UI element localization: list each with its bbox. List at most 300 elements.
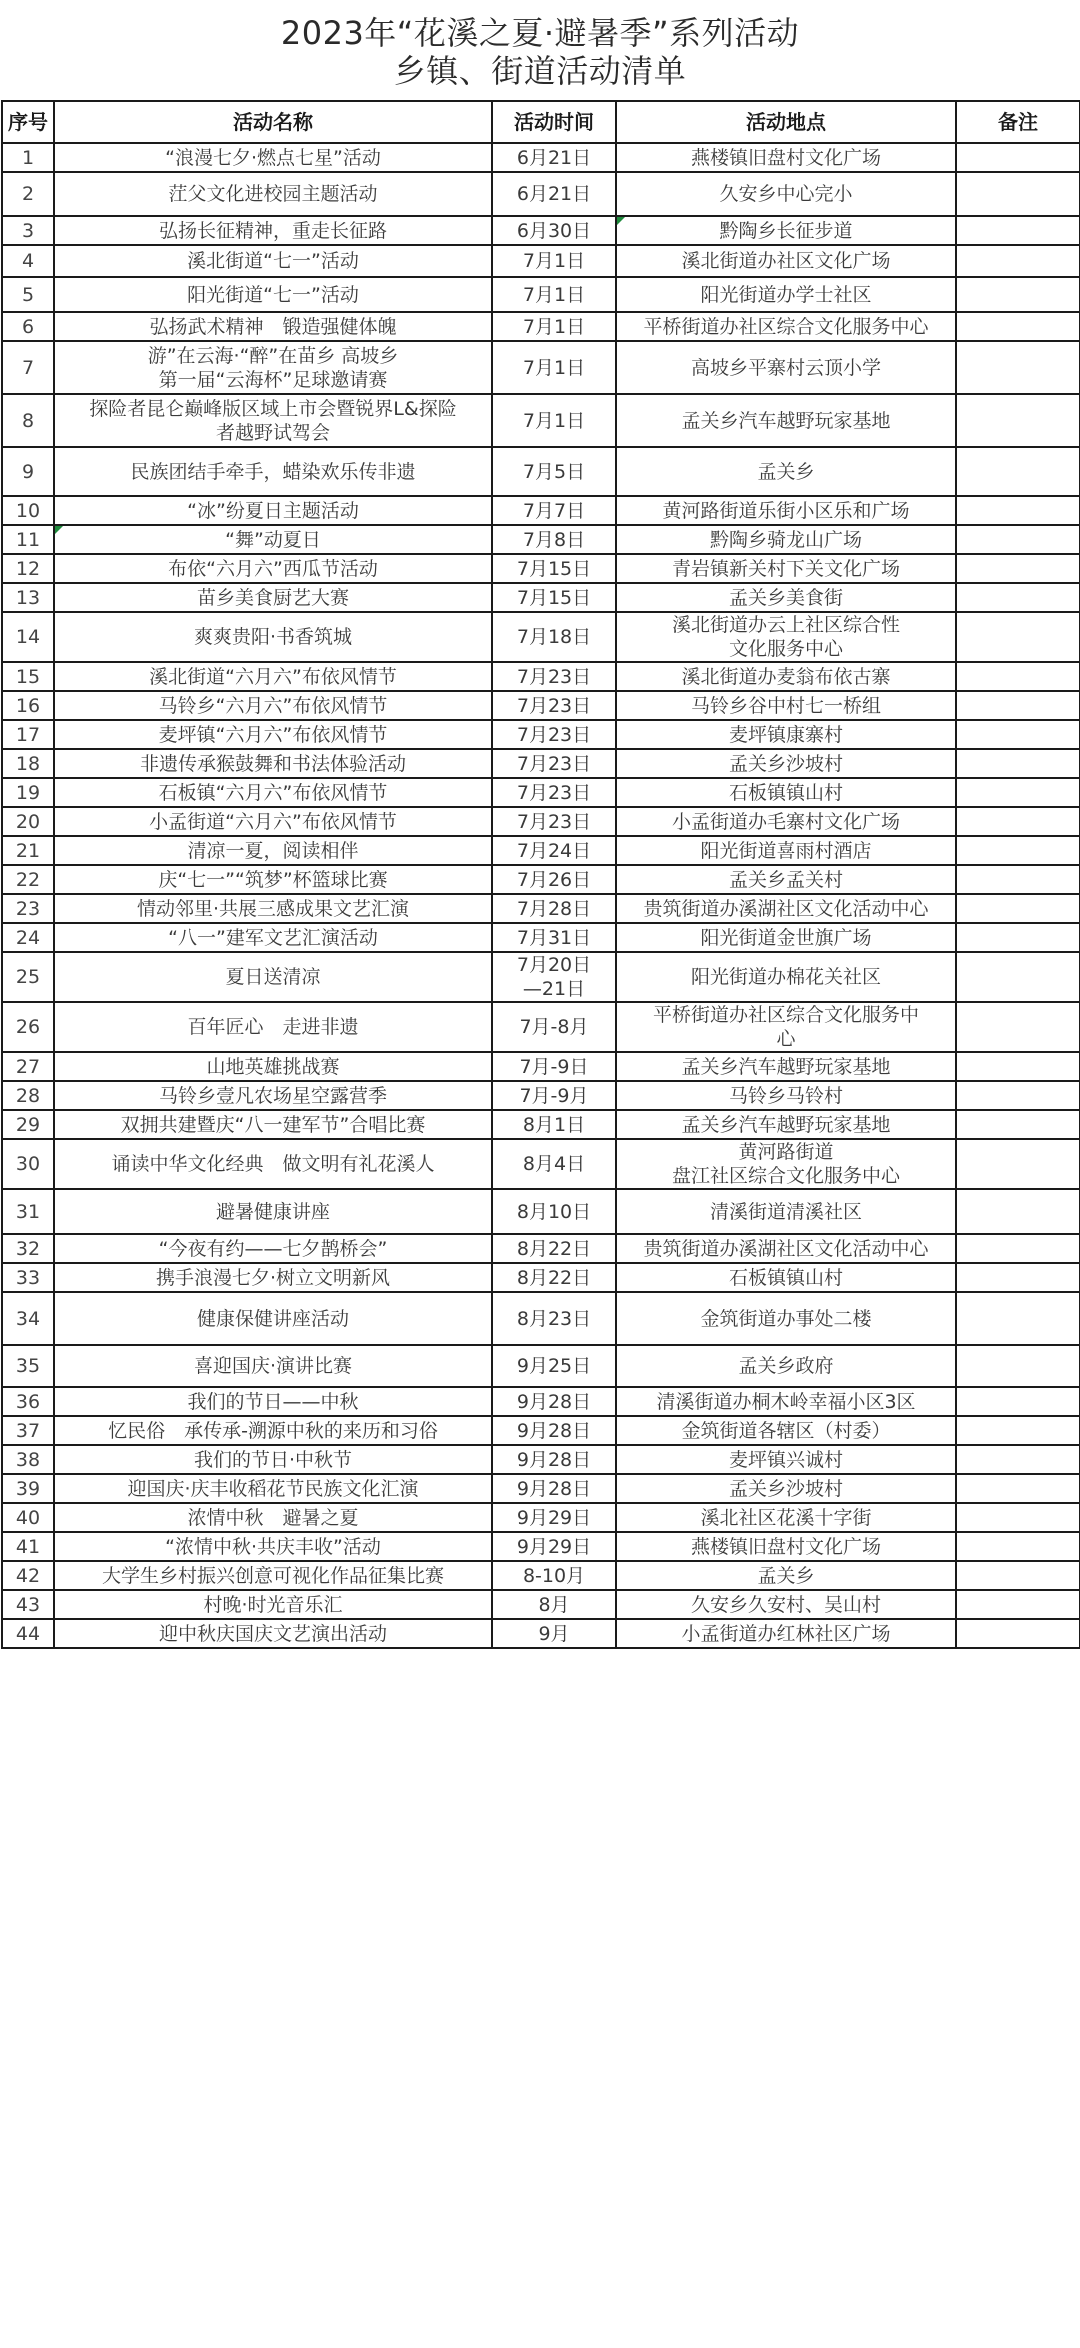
activity-note [956,1532,1080,1561]
table-row [2,312,1080,341]
activity-place [616,1387,956,1416]
row-number [2,691,54,720]
row-number [2,312,54,341]
activity-place [616,1503,956,1532]
row-number [2,1263,54,1292]
table-row [2,720,1080,749]
row-number-text: 13 [15,586,41,609]
activity-time [492,312,616,341]
activity-name [54,1532,492,1561]
activity-name-text: 诵读中华文化经典 做文明有礼花溪人 [111,1153,435,1175]
activity-time-text: 7月24日 [516,839,592,862]
row-number [2,952,54,1002]
activity-time [492,1532,616,1561]
activity-time [492,245,616,277]
activity-time-text: 7月-9月 [519,1084,589,1107]
table-row [2,143,1080,172]
activity-time [492,525,616,554]
table-row [2,1052,1080,1081]
activity-place [616,952,956,1002]
activity-place [616,1110,956,1139]
activity-time-text: 7月7日 [522,499,586,522]
activity-note [956,583,1080,612]
row-number [2,1561,54,1590]
activity-time [492,1139,616,1189]
activity-name-text: 游”在云海·“醉”在苗乡 高坡乡 第一届“云海杯”足球邀请赛 [147,344,399,391]
row-number [2,583,54,612]
row-number-text: 28 [15,1084,41,1107]
activity-time-text: 7月1日 [522,315,586,338]
activity-place [616,1081,956,1110]
activity-place [616,245,956,277]
activity-name [54,1387,492,1416]
row-number-text: 40 [15,1506,41,1529]
activity-place-text: 马铃乡谷中村七一桥组 [690,694,881,717]
activity-time [492,1110,616,1139]
activity-place-text: 孟关乡 [757,460,815,483]
row-number-text: 41 [15,1535,41,1558]
activity-note [956,836,1080,865]
activity-place [616,1263,956,1292]
row-number [2,143,54,172]
activity-name-text: 非遗传承猴鼓舞和书法体验活动 [139,752,406,775]
activity-place-text: 平桥街道办社区综合文化服务中心 [643,315,929,338]
page-title: 2023年“花溪之夏·避暑季”系列活动 [280,14,800,52]
activity-name-text: 我们的节日·中秋节 [193,1448,353,1471]
activity-time-text: 7月20日 —21日 [516,954,592,1000]
table-row [2,865,1080,894]
activity-place-text: 金筑街道各辖区（村委） [681,1419,891,1442]
activity-time-text: 7月23日 [516,694,592,717]
table-row [2,1503,1080,1532]
activity-place-text: 石板镇镇山村 [728,1266,843,1289]
activity-name-text: 浓情中秋 避暑之夏 [187,1506,359,1529]
activity-place [616,662,956,691]
activity-note [956,447,1080,496]
activity-name-text: 大学生乡村振兴创意可视化作品征集比赛 [101,1564,444,1587]
activity-note [956,496,1080,525]
activity-name-text: 弘扬武术精神 锻造强健体魄 [149,315,397,338]
activity-note [956,894,1080,923]
activity-place [616,1416,956,1445]
activity-name [54,749,492,778]
activity-place [616,865,956,894]
activity-place [616,583,956,612]
activity-time [492,1292,616,1345]
row-number [2,341,54,394]
activity-place [616,1189,956,1234]
activity-time-text: 7月15日 [516,586,592,609]
table-row [2,394,1080,447]
row-number [2,1081,54,1110]
table-row [2,1110,1080,1139]
activity-place [616,836,956,865]
activity-name-text: 马铃乡壹凡农场星空露营季 [158,1084,387,1107]
activity-place-text: 孟关乡孟关村 [728,868,843,891]
activity-name-text: 忆民俗 承传承-溯源中秋的来历和习俗 [108,1419,438,1442]
activity-name [54,1345,492,1387]
table-row [2,554,1080,583]
activity-place-text: 金筑街道办事处二楼 [700,1307,872,1330]
activity-note [956,245,1080,277]
row-number [2,662,54,691]
activity-place [616,394,956,447]
activity-place-text: 孟关乡汽车越野玩家基地 [681,409,891,432]
cell-comment-marker-icon [617,217,625,225]
row-number [2,394,54,447]
activity-time-text: 8月23日 [516,1307,592,1330]
row-number-text: 26 [15,1016,41,1038]
row-number [2,1052,54,1081]
activity-place-text: 燕楼镇旧盘村文化广场 [690,1535,881,1558]
table-row [2,749,1080,778]
activity-name [54,394,492,447]
row-number-text: 37 [15,1419,41,1442]
activity-place [616,1002,956,1052]
row-number-text: 6 [21,315,35,338]
activity-place [616,691,956,720]
table-row [2,1474,1080,1503]
activity-time [492,496,616,525]
activity-time [492,1234,616,1263]
row-number-text: 3 [21,219,35,242]
activity-note [956,1590,1080,1619]
activity-name-text: 山地英雄挑战赛 [206,1055,340,1078]
activity-time [492,341,616,394]
activity-time [492,1445,616,1474]
activity-name [54,662,492,691]
table-row [2,1139,1080,1189]
activity-name [54,1561,492,1590]
activity-time [492,952,616,1002]
activity-name [54,1474,492,1503]
activity-time [492,143,616,172]
activity-note [956,1503,1080,1532]
table-row [2,691,1080,720]
row-number [2,245,54,277]
row-number [2,1590,54,1619]
activity-place [616,1052,956,1081]
activity-name [54,1234,492,1263]
header-place: 活动地点 [616,101,956,143]
activity-place [616,1445,956,1474]
row-number [2,1532,54,1561]
table-row [2,894,1080,923]
activity-place [616,341,956,394]
activity-name-text: 迎国庆·庆丰收稻花节民族文化汇演 [127,1477,419,1500]
activity-time [492,778,616,807]
row-number-text: 42 [15,1564,41,1587]
activity-place-text: 溪北街道办麦翁布依古寨 [681,665,891,688]
activity-note [956,1081,1080,1110]
activity-place-text: 黔陶乡骑龙山广场 [709,528,862,551]
activity-time [492,1189,616,1234]
activity-name [54,1110,492,1139]
table-row [2,1445,1080,1474]
row-number [2,525,54,554]
row-number [2,1445,54,1474]
activity-name [54,778,492,807]
activity-place [616,807,956,836]
activity-place [616,277,956,312]
activity-name-text: 石板镇“六月六”布依风情节 [158,781,388,804]
activity-name-text: 麦坪镇“六月六”布依风情节 [158,723,388,746]
table-row [2,1387,1080,1416]
activity-name [54,583,492,612]
row-number-text: 25 [15,966,41,988]
table-row [2,1263,1080,1292]
activity-note [956,952,1080,1002]
activity-time [492,691,616,720]
activity-name-text: 溪北街道“七一”活动 [187,250,359,272]
activity-name [54,172,492,216]
activity-time-text: 8月 [538,1593,570,1616]
activity-name [54,1139,492,1189]
activity-time [492,447,616,496]
activity-name-text: 情动邻里·共展三感成果文艺汇演 [136,897,410,920]
row-number [2,923,54,952]
activity-time-text: 9月25日 [516,1355,592,1377]
activity-time [492,1503,616,1532]
activity-time [492,394,616,447]
activity-note [956,691,1080,720]
activity-place-text: 溪北街道办社区文化广场 [681,250,891,272]
table-row [2,1002,1080,1052]
activity-place-text: 孟关乡美食街 [728,586,843,609]
row-number-text: 1 [21,146,35,169]
activity-note [956,1292,1080,1345]
activity-place-text: 黄河路街道 盘江社区综合文化服务中心 [671,1141,900,1187]
row-number-text: 33 [15,1266,41,1289]
activity-note [956,1416,1080,1445]
activity-note [956,1052,1080,1081]
activity-place-text: 小孟街道办红林社区广场 [681,1622,891,1645]
table-row [2,172,1080,216]
activity-time [492,807,616,836]
activity-note [956,341,1080,394]
table-row [2,612,1080,662]
activity-place [616,1590,956,1619]
table-row [2,836,1080,865]
row-number [2,277,54,312]
table-row [2,583,1080,612]
activity-name-text: “浓情中秋·共庆丰收”活动 [165,1535,381,1558]
activity-time-text: 9月28日 [516,1419,592,1442]
row-number-text: 43 [15,1593,41,1616]
row-number-text: 30 [15,1153,41,1175]
activity-name-text: 村晚·时光音乐汇 [203,1593,343,1616]
row-number-text: 24 [15,926,41,949]
activity-name-text: 阳光街道“七一”活动 [187,283,359,306]
row-number-text: 35 [15,1355,41,1377]
row-number [2,749,54,778]
table-row [2,277,1080,312]
activity-note [956,1387,1080,1416]
activity-place-text: 小孟街道办毛寨村文化广场 [671,810,900,833]
row-number [2,836,54,865]
activity-place-text: 石板镇镇山村 [728,781,843,804]
row-number [2,1503,54,1532]
row-number-text: 36 [15,1390,41,1413]
activity-time-text: 7月5日 [522,460,586,483]
activity-note [956,1263,1080,1292]
row-number-text: 27 [15,1055,41,1078]
activity-note [956,923,1080,952]
header-num: 序号 [2,101,54,143]
activity-time-text: 7月15日 [516,557,592,580]
activity-time [492,836,616,865]
activity-name-text: 避暑健康讲座 [215,1200,330,1223]
activity-time-text: 7月1日 [522,409,586,432]
activity-name [54,691,492,720]
page-subtitle: 乡镇、街道活动清单 [393,52,687,90]
activity-time [492,1081,616,1110]
activity-time-text: 7月23日 [516,752,592,775]
row-number [2,1002,54,1052]
activity-place-text: 孟关乡 [757,1564,815,1587]
activity-name-text: 弘扬长征精神，重走长征路 [158,219,387,242]
activity-place [616,525,956,554]
activity-note [956,1139,1080,1189]
activity-time [492,1561,616,1590]
activity-note [956,865,1080,894]
row-number-text: 31 [15,1200,41,1223]
activity-time-text: 8月1日 [522,1113,586,1136]
row-number [2,865,54,894]
row-number [2,1234,54,1263]
table-row [2,341,1080,394]
activity-place [616,447,956,496]
activity-time [492,749,616,778]
row-number [2,1139,54,1189]
row-number-text: 19 [15,781,41,804]
activity-place-text: 青岩镇新关村下关文化广场 [671,557,900,580]
activity-place-text: 黔陶乡长征步道 [719,219,853,242]
activity-name-text: 马铃乡“六月六”布依风情节 [158,694,388,717]
activity-name-text: “浪漫七夕·燃点七星”活动 [165,146,381,169]
row-number-text: 39 [15,1477,41,1500]
activity-name-text: 喜迎国庆·演讲比赛 [193,1355,353,1377]
row-number [2,720,54,749]
activity-place-text: 孟关乡沙坡村 [728,1477,843,1500]
activity-place-text: 马铃乡马铃村 [728,1084,843,1107]
activity-place [616,1474,956,1503]
table-row [2,216,1080,245]
row-number-text: 44 [15,1622,41,1645]
activity-name [54,525,492,554]
activity-time [492,894,616,923]
activity-time-text: 6月30日 [516,219,592,242]
row-number-text: 34 [15,1307,41,1330]
activity-name-text: “冰”纷夏日主题活动 [187,499,359,522]
table-row [2,1234,1080,1263]
activity-note [956,1619,1080,1648]
table-row [2,1532,1080,1561]
activity-time [492,1590,616,1619]
activity-time-text: 8-10月 [522,1564,586,1587]
activity-place [616,496,956,525]
activity-name [54,216,492,245]
activity-place-text: 麦坪镇兴诚村 [728,1448,843,1471]
header-note: 备注 [956,101,1080,143]
activity-place [616,1345,956,1387]
activity-name [54,612,492,662]
activity-name [54,952,492,1002]
activity-note [956,612,1080,662]
activity-name-text: 茳父文化进校园主题活动 [168,183,378,205]
activity-time [492,1345,616,1387]
activity-time-text: 7月23日 [516,781,592,804]
activity-time-text: 7月1日 [522,283,586,306]
activity-name-text: 爽爽贵阳·书香筑城 [193,626,353,648]
activity-note [956,1002,1080,1052]
row-number [2,778,54,807]
activity-time [492,1416,616,1445]
activity-time-text: 7月23日 [516,665,592,688]
activity-note [956,662,1080,691]
title-block [0,0,1080,100]
activity-name-text: “舞”动夏日 [225,528,321,551]
activity-time-text: 7月-9日 [519,1055,589,1078]
activity-note [956,394,1080,447]
table-row [2,778,1080,807]
table-row [2,1561,1080,1590]
activity-note [956,277,1080,312]
activity-place [616,1532,956,1561]
table-row [2,923,1080,952]
row-number-text: 9 [21,460,35,483]
activity-time-text: 6月21日 [516,146,592,169]
activity-note [956,1561,1080,1590]
activity-name-text: 清凉一夏，阅读相伴 [187,839,359,862]
activity-time-text: 6月21日 [516,183,592,205]
activity-place [616,312,956,341]
activity-name [54,1189,492,1234]
activity-time-text: 8月4日 [522,1153,586,1175]
activity-name [54,865,492,894]
row-number-text: 20 [15,810,41,833]
row-number [2,807,54,836]
activity-time [492,172,616,216]
activity-place [616,1234,956,1263]
table-row [2,1081,1080,1110]
activity-name [54,1590,492,1619]
activity-name [54,894,492,923]
activity-note [956,749,1080,778]
activity-time-text: 7月1日 [522,250,586,272]
activity-note [956,312,1080,341]
activity-time-text: 7月18日 [516,626,592,648]
activity-name [54,1052,492,1081]
activity-time-text: 7月8日 [522,528,586,551]
activity-name [54,1503,492,1532]
row-number-text: 10 [15,499,41,522]
activity-place-text: 孟关乡沙坡村 [728,752,843,775]
activity-name-text: 探险者昆仑巅峰版区域上市会暨锐界L&探险 者越野试驾会 [89,397,457,444]
activity-place [616,749,956,778]
activity-name-text: “八一”建军文艺汇演活动 [168,926,378,949]
activity-name [54,836,492,865]
activity-place [616,923,956,952]
activity-name-text: 携手浪漫七夕·树立文明新风 [155,1266,391,1289]
activity-note [956,720,1080,749]
activity-place-text: 阳光街道办学士社区 [700,283,872,306]
activity-place-text: 平桥街道办社区综合文化服务中 心 [652,1004,919,1050]
row-number [2,554,54,583]
row-number [2,496,54,525]
activity-place [616,612,956,662]
activity-time [492,923,616,952]
